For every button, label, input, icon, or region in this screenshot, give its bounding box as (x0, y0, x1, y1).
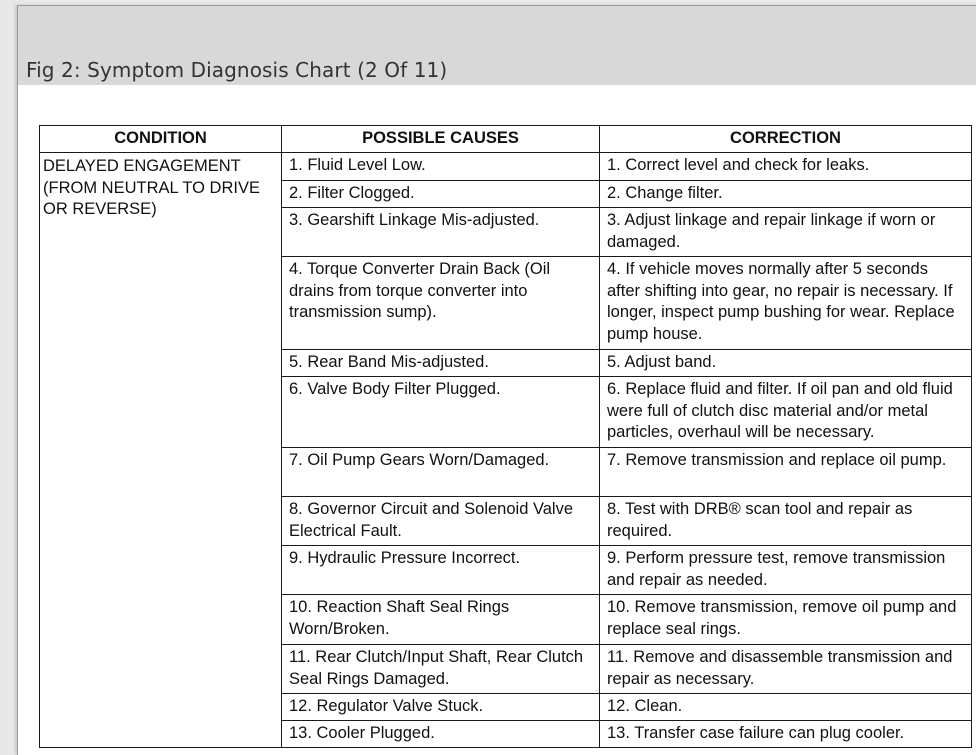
correction-cell: 4. If vehicle moves normally after 5 seconds after shifting into gear, no repair is necessary. If longer, inspect pump bushing for wear. Replace pump house. (600, 257, 972, 350)
cause-cell: 3. Gearshift Linkage Mis-adjusted. (282, 208, 600, 257)
cause-cell: 12. Regulator Valve Stuck. (282, 694, 600, 721)
correction-cell: 9. Perform pressure test, remove transmission and repair as needed. (600, 546, 972, 595)
cause-cell: 13. Cooler Plugged. (282, 721, 600, 748)
table-header-row (40, 126, 972, 153)
header-possible-causes: POSSIBLE CAUSES (282, 126, 600, 153)
header-correction: CORRECTION (600, 126, 972, 153)
cause-cell: 8. Governor Circuit and Solenoid Valve Electrical Fault. (282, 497, 600, 546)
correction-cell: 1. Correct level and check for leaks. (600, 153, 972, 181)
caption-bar (18, 6, 976, 85)
symptom-diagnosis-table (39, 125, 972, 748)
cause-cell: 6. Valve Body Filter Plugged. (282, 377, 600, 448)
figure-caption: Fig 2: Symptom Diagnosis Chart (2 Of 11) (26, 58, 448, 82)
cause-cell: 2. Filter Clogged. (282, 181, 600, 208)
correction-cell: 3. Adjust linkage and repair linkage if worn or damaged. (600, 208, 972, 257)
correction-cell: 13. Transfer case failure can plug cooler. (600, 721, 972, 748)
correction-cell: 10. Remove transmission, remove oil pump and replace seal rings. (600, 595, 972, 645)
header-condition: CONDITION (40, 126, 282, 153)
correction-cell: 2. Change filter. (600, 181, 972, 208)
cause-cell: 9. Hydraulic Pressure Incorrect. (282, 546, 600, 595)
correction-cell: 6. Replace fluid and filter. If oil pan and old fluid were full of clutch disc material and/or metal particles, overhaul will be necessary. (600, 377, 972, 448)
correction-cell: 5. Adjust band. (600, 350, 972, 377)
correction-cell: 8. Test with DRB® scan tool and repair as required. (600, 497, 972, 546)
cause-cell: 10. Reaction Shaft Seal Rings Worn/Broken. (282, 595, 600, 645)
figure-frame (17, 5, 976, 755)
cause-cell: 1. Fluid Level Low. (282, 153, 600, 181)
correction-cell: 7. Remove transmission and replace oil pump. (600, 448, 972, 497)
cause-cell: 7. Oil Pump Gears Worn/Damaged. (282, 448, 600, 497)
correction-cell: 11. Remove and disassemble transmission and repair as necessary. (600, 645, 972, 694)
condition-cell: DELAYED ENGAGEMENT (FROM NEUTRAL TO DRIVE OR REVERSE) (40, 153, 282, 748)
cause-cell: 11. Rear Clutch/Input Shaft, Rear Clutch Seal Rings Damaged. (282, 645, 600, 694)
cause-cell: 4. Torque Converter Drain Back (Oil drains from torque converter into transmission sump). (282, 257, 600, 350)
correction-cell: 12. Clean. (600, 694, 972, 721)
cause-cell: 5. Rear Band Mis-adjusted. (282, 350, 600, 377)
table-row (40, 153, 972, 181)
